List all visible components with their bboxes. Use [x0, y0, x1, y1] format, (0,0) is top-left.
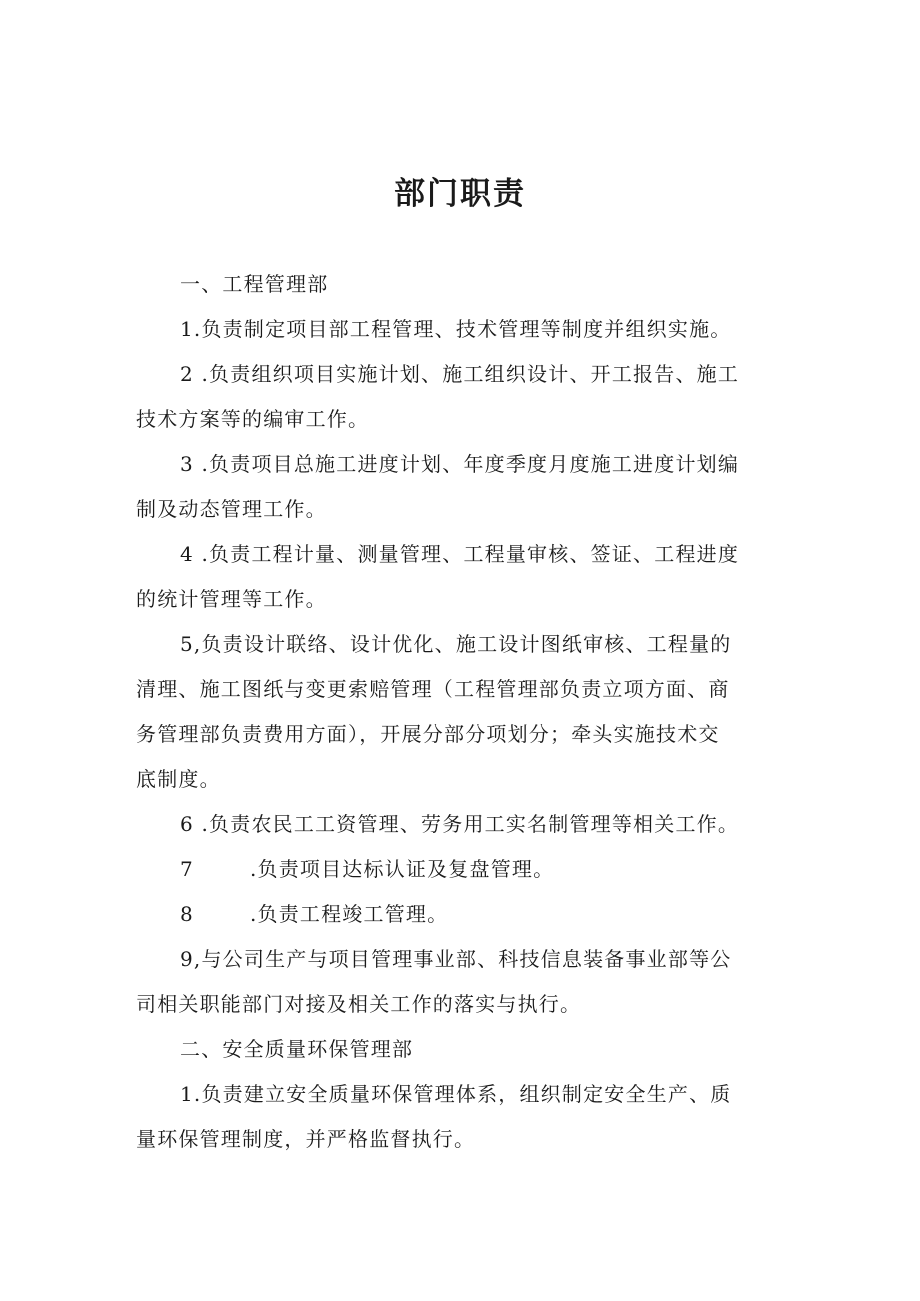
paragraph-line: 量环保管理制度，并严格监督执行。	[136, 1127, 476, 1151]
item-number: 7	[180, 857, 194, 881]
document-body	[136, 262, 796, 1162]
item-number: 8	[180, 902, 194, 926]
paragraph-line: 3 .负责项目总施工进度计划、年度季度月度施工进度计划编	[180, 452, 740, 476]
paragraph-item-5	[136, 622, 796, 802]
paragraph-line	[136, 892, 796, 937]
paragraph-line: 司相关职能部门对接及相关工作的落实与执行。	[136, 992, 582, 1016]
paragraph-item-3	[136, 442, 796, 532]
page-title: 部门职责	[394, 176, 526, 212]
paragraph-line: 制及动态管理工作。	[136, 497, 327, 521]
item-text: .负责工程竣工管理。	[249, 902, 449, 926]
paragraph-item-6	[136, 802, 796, 847]
paragraph-line: 6 .负责农民工工资管理、劳务用工实名制管理等相关工作。	[180, 812, 740, 836]
paragraph-line: 1.负责制定项目部工程管理、技术管理等制度并组织实施。	[180, 317, 732, 341]
section-heading-safety-quality	[136, 1027, 796, 1072]
paragraph-line: 9,与公司生产与项目管理事业部、科技信息装备事业部等公	[180, 947, 732, 971]
paragraph-item-8	[136, 892, 796, 937]
section-heading-engineering	[136, 262, 796, 307]
paragraph-line: 4 .负责工程计量、测量管理、工程量审核、签证、工程进度	[180, 542, 740, 566]
paragraph-line: 清理、施工图纸与变更索赔管理（工程管理部负责立项方面、商	[136, 677, 730, 701]
paragraph-item-7	[136, 847, 796, 892]
paragraph-line: 1.负责建立安全质量环保管理体系，组织制定安全生产、质	[180, 1082, 732, 1106]
paragraph-line: 技术方案等的编审工作。	[136, 407, 370, 431]
paragraph-line: 务管理部负责费用方面），开展分部分项划分；牵头实施技术交	[136, 722, 720, 746]
paragraph-item-9	[136, 937, 796, 1027]
paragraph-line	[136, 847, 796, 892]
paragraph-item-2	[136, 352, 796, 442]
paragraph-safety-item-1	[136, 1072, 796, 1162]
paragraph-line: 二、安全质量环保管理部	[180, 1037, 414, 1061]
paragraph-line: 一、工程管理部	[180, 272, 329, 296]
paragraph-line: 2 .负责组织项目实施计划、施工组织设计、开工报告、施工	[180, 362, 740, 386]
item-text: .负责项目达标认证及复盘管理。	[249, 857, 555, 881]
paragraph-line: 底制度。	[136, 767, 221, 791]
paragraph-item-4	[136, 532, 796, 622]
paragraph-item-1	[136, 307, 796, 352]
paragraph-line: 的统计管理等工作。	[136, 587, 327, 611]
paragraph-line: 5,负责设计联络、设计优化、施工设计图纸审核、工程量的	[180, 632, 732, 656]
